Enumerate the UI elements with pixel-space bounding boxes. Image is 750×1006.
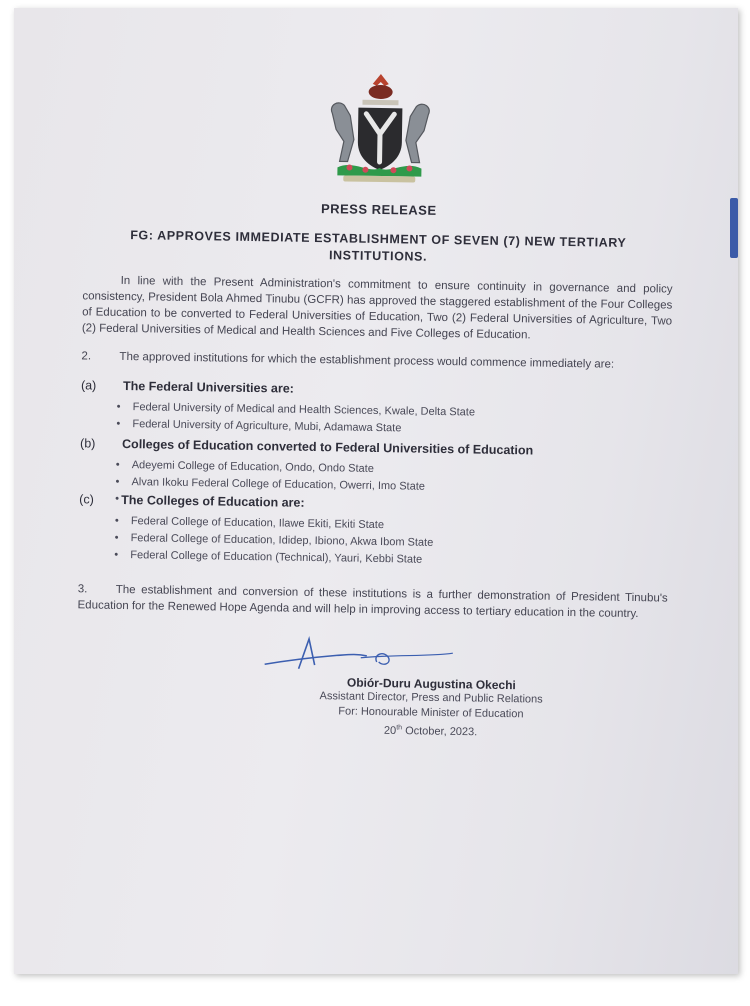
- list-item: • Alvan Ikoku Federal College of Education, Owerri, Imo State: [115, 475, 426, 493]
- section-a-list: [116, 399, 670, 442]
- paragraph-3-number: 3.: [77, 583, 88, 596]
- paragraph-3: [77, 581, 667, 622]
- section-a-title: The Federal Universities are:: [122, 378, 294, 396]
- bullet-icon: •: [115, 492, 120, 505]
- section-c-title: The Colleges of Education are:: [121, 492, 305, 510]
- bullet-icon: •: [115, 475, 120, 488]
- handwritten-signature: [256, 634, 457, 677]
- list-item: • Federal College of Education, Ididep, Ibiono, Akwa Ibom State: [114, 531, 434, 549]
- document-content: [76, 65, 676, 743]
- bullet-icon: •: [114, 514, 119, 527]
- headline: FG: APPROVES IMMEDIATE ESTABLISHMENT OF SEVEN (7) NEW TERTIARY INSTITUTIONS.: [130, 228, 627, 264]
- list-item: • Federal College of Education (Technical), Yauri, Kebbi State: [114, 548, 423, 566]
- list-item: • Federal University of Agriculture, Mubi, Adamawa State: [116, 417, 402, 435]
- section-c-list: [114, 513, 669, 573]
- paragraph-3-text: The establishment and conversion of these institutions is a further demonstration of President Tinubu's Education for the Renewed Hope Agenda and will help in improving access to tertiary education in the country.: [77, 583, 668, 621]
- section-a-heading: [81, 378, 671, 401]
- paragraph-2: [81, 348, 671, 373]
- list-item: • Federal University of Medical and Health Sciences, Kwale, Delta State: [116, 400, 476, 419]
- bullet-icon: •: [114, 531, 119, 544]
- document-date: 20th October, 2023.: [383, 724, 478, 739]
- list-item: • Federal College of Education, Ilawe Ekiti, Ekiti State: [114, 514, 385, 532]
- paragraph-2-text: The approved institutions for which the establishment process would commence immediately are:: [119, 350, 615, 371]
- press-release-title: PRESS RELEASE: [320, 201, 437, 218]
- indent: [83, 283, 121, 284]
- signatory-name: Obiór-Duru Augustina Okechi: [346, 675, 516, 693]
- section-b-letter: (b): [79, 436, 96, 451]
- signatory-position: Assistant Director, Press and Public Relations: [319, 690, 543, 706]
- signatory-block: [196, 673, 667, 743]
- bullet-icon: •: [116, 417, 121, 430]
- section-c-letter: (c): [79, 492, 94, 507]
- document-page: [14, 8, 738, 974]
- list-item: • Adeyemi College of Education, Ondo, Ondo State: [115, 458, 374, 475]
- paragraph-2-number: 2.: [81, 350, 92, 363]
- coat-of-arms-icon: [309, 69, 451, 191]
- bullet-icon: •: [116, 400, 121, 413]
- signature-area: [77, 631, 668, 680]
- paragraph-1-text: In line with the Present Administration's commitment to ensure continuity in governance and policy consistency, President Bola Ahmed Tinubu (GCFR) has approved the staggered establishment of the Four Colleges of Education to be converted to Federal Universities of Education, Two (2) Federal Universities of Agriculture, Two (2) Federal Universities of Medical and Health Sciences and Five Colleges of Education.: [81, 274, 673, 342]
- bullet-icon: •: [115, 458, 120, 471]
- bullet-icon: •: [114, 548, 119, 561]
- section-b-title: Colleges of Education converted to Federal Universities of Education: [121, 436, 534, 458]
- section-a-letter: (a): [80, 378, 97, 393]
- folder-edge: [730, 198, 738, 258]
- signatory-for: For: Honourable Minister of Education: [338, 705, 524, 721]
- paragraph-1: [82, 272, 673, 345]
